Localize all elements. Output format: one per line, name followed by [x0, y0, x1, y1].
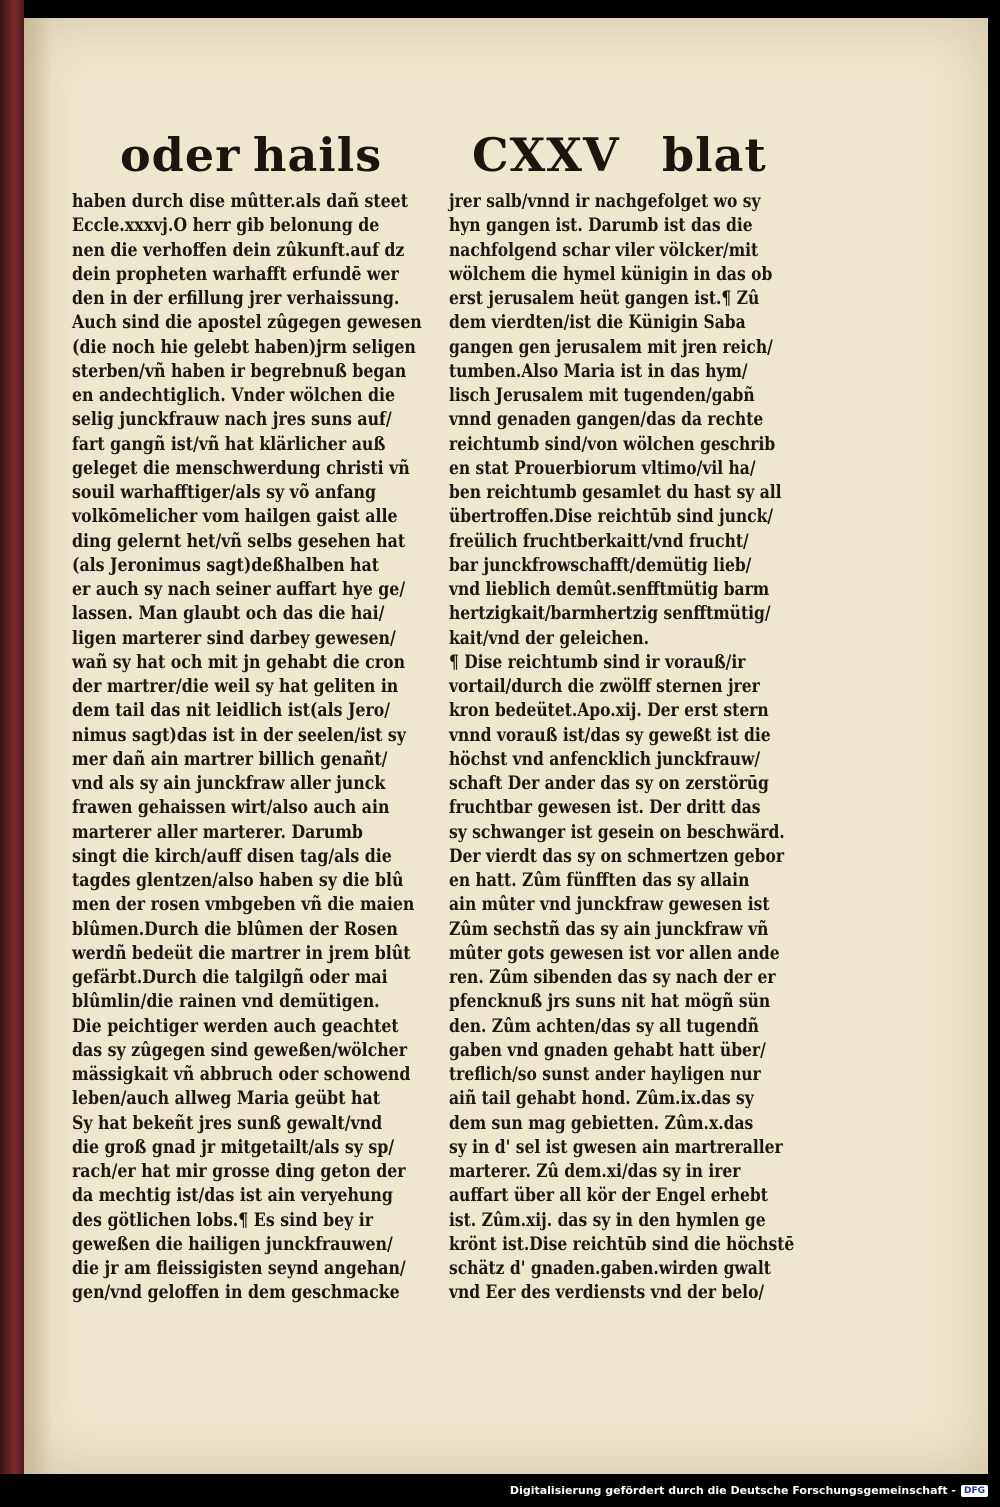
- text-line: hyn gangen ist. Darumb ist das die: [449, 215, 753, 237]
- text-line: sterben/vñ haben ir begrebnuß began: [72, 360, 407, 382]
- text-line: schätz d' gnaden.gaben.wirden gwalt: [449, 1258, 771, 1279]
- text-line: den in der erfillung jrer verhaissung.: [72, 288, 400, 309]
- text-line: auffart über all kör der Engel erhebt: [449, 1185, 768, 1207]
- text-line: übertroffen.Dise reichtūb sind junck/: [449, 506, 774, 528]
- text-line: vnd als sy ain junckfraw aller junck: [72, 773, 386, 794]
- text-line: vnnd genaden gangen/das da rechte: [449, 409, 764, 431]
- text-line: des götlichen lobs.¶ Es sind bey ir: [72, 1209, 374, 1231]
- text-line: geweßen die hailigen junckfrauwen/: [72, 1233, 393, 1255]
- text-line: Sy hat bekeñt jres sunß gewalt/vnd: [72, 1112, 383, 1134]
- running-head-left-word-1: oder: [120, 128, 241, 182]
- text-line: frawen gehaissen wirt/also auch ain: [72, 797, 390, 819]
- text-line: ben reichtumb gesamlet du hast sy all: [449, 482, 782, 503]
- text-line: (als Jeronimus sagt)deßhalben hat: [72, 554, 380, 576]
- text-line: höchst vnd anfencklich junckfrauw/: [449, 748, 761, 770]
- text-line: Zûm sechstñ das sy ain junckfraw vñ: [449, 918, 769, 940]
- text-line: haben durch dise mûtter.als dañ steet: [72, 191, 409, 212]
- text-line: gaben vnd gnaden gehabt hatt über/: [449, 1039, 766, 1061]
- folio-number: CXXV: [472, 128, 620, 182]
- text-line: den. Zûm achten/das sy all tugendñ: [449, 1015, 759, 1037]
- text-line: vnd Eer des verdiensts vnd der belo/: [449, 1282, 765, 1304]
- text-line: en andechtiglich. Vnder wölchen die: [72, 385, 396, 406]
- text-line: vortail/durch die zwölff sternen jrer: [449, 676, 760, 697]
- text-line: hertzigkait/barmhertzig senfftmütig/: [449, 603, 771, 625]
- text-line: vnd lieblich demût.senfftmütig barm: [449, 579, 770, 600]
- text-line: ain mûter vnd junckfraw gewesen ist: [449, 894, 770, 916]
- text-line: ist. Zûm.xij. das sy in den hymlen ge: [449, 1209, 766, 1231]
- text-line: rach/er hat mir grosse ding geton der: [72, 1161, 406, 1182]
- text-column-right: [449, 190, 858, 1306]
- text-line: aiñ tail gehabt hond. Zûm.ix.das sy: [449, 1088, 754, 1110]
- text-line: lisch Jerusalem mit tugenden/gabñ: [449, 385, 755, 406]
- text-line: erst jerusalem heüt gangen ist.¶ Zû: [449, 288, 760, 309]
- text-line: bar junckfrowschafft/demütig lieb/: [449, 554, 752, 576]
- credit-text: Digitalisierung gefördert durch die Deutsche Forschungsgemeinschaft -: [509, 1484, 956, 1497]
- text-line: dein propheten warhafft erfundē wer: [72, 263, 399, 285]
- text-line: die jr am fleissigisten seynd angehan/: [72, 1258, 406, 1279]
- text-line: die groß gnad jr mitgetailt/als sy sp/: [72, 1136, 395, 1158]
- text-line: singt die kirch/auff disen tag/als die: [72, 845, 392, 867]
- text-line: nimus sagt)das ist in der seelen/ist sy: [72, 724, 406, 746]
- text-line: gen/vnd geloffen in dem geschmacke: [72, 1282, 400, 1304]
- text-line: Auch sind die apostel zûgegen gewesen: [72, 312, 422, 334]
- text-line: nen die verhoffen dein zûkunft.auf dz: [72, 239, 405, 261]
- book-page: [24, 18, 988, 1474]
- text-line: da mechtig ist/das ist ain veryehung: [72, 1185, 393, 1207]
- text-line: jrer salb/vnnd ir nachgefolget wo sy: [449, 191, 761, 212]
- text-line: sy schwanger ist gesein on beschwärd.: [449, 821, 785, 843]
- text-line: kron bedeütet.Apo.xij. Der erst stern: [449, 700, 769, 722]
- text-line: dem sun mag gebietten. Zûm.x.das: [449, 1112, 754, 1134]
- digitization-credit: [510, 1484, 988, 1497]
- text-line: der martrer/die weil sy hat geliten in: [72, 676, 399, 697]
- text-line: wañ sy hat och mit jn gehabt die cron: [72, 651, 406, 673]
- text-line: en stat Prouerbiorum vltimo/vil ha/: [449, 457, 756, 479]
- text-line: sy in d' sel ist gwesen ain martreraller: [449, 1136, 783, 1158]
- text-line: marterer aller marterer. Darumb: [72, 821, 363, 843]
- text-line: mûter gots gewesen ist vor allen ande: [449, 942, 780, 964]
- text-line: dem vierdten/ist die Künigin Saba: [449, 312, 746, 334]
- text-line: kait/vnd der geleichen.: [449, 627, 650, 649]
- text-line: blûmen.Durch die blûmen der Rosen: [72, 918, 398, 940]
- text-line: schaft Der ander das sy on zerstörūg: [449, 773, 769, 794]
- text-line: marterer. Zû dem.xi/das sy in irer: [449, 1161, 741, 1182]
- text-line: er auch sy nach seiner auffart hye ge/: [72, 579, 406, 600]
- text-line: treflich/so sunst ander hayligen nur: [449, 1064, 761, 1085]
- text-line: tumben.Also Maria ist in das hym/: [449, 360, 748, 382]
- text-line: ¶ Dise reichtumb sind ir vorauß/ir: [449, 651, 746, 673]
- text-line: souil warhafftiger/als sy võ anfang: [72, 482, 377, 503]
- text-line: fruchtbar gewesen ist. Der dritt das: [449, 797, 761, 819]
- running-head-left-word-2: hails: [253, 128, 383, 182]
- text-line: lassen. Man glaubt och das die hai/: [72, 603, 385, 625]
- text-line: fart gangñ ist/vñ hat klärlicher auß: [72, 433, 386, 455]
- running-head-right-word: blat: [662, 128, 767, 182]
- text-line: freülich fruchtberkaitt/vnd frucht/: [449, 530, 749, 552]
- text-line: geleget die menschwerdung christi vñ: [72, 457, 410, 479]
- text-line: Eccle.xxxvj.O herr gib belonung de: [72, 215, 380, 237]
- text-line: ligen marterer sind darbey gewesen/: [72, 627, 396, 649]
- text-line: blûmlin/die rainen vnd demütigen.: [72, 991, 380, 1013]
- book-spine: [0, 0, 24, 1478]
- text-line: gangen gen jerusalem mit jren reich/: [449, 336, 773, 358]
- text-line: krönt ist.Dise reichtūb sind die höchstē: [449, 1233, 795, 1255]
- text-line: selig junckfrauw nach jres suns auf/: [72, 409, 392, 431]
- dfg-logo: DFG: [961, 1485, 988, 1497]
- text-line: tagdes glentzen/also haben sy die blû: [72, 870, 404, 891]
- text-line: dem tail das nit leidlich ist(als Jero/: [72, 700, 391, 722]
- text-line: gefärbt.Durch die talgilgñ oder mai: [72, 967, 388, 988]
- text-line: men der rosen vmbgeben vñ die maien: [72, 894, 415, 916]
- text-line: nachfolgend schar viler völcker/mit: [449, 239, 759, 261]
- text-line: volkōmelicher vom hailgen gaist alle: [72, 506, 398, 528]
- text-line: ding gelernt het/vñ selbs gesehen hat: [72, 530, 406, 552]
- text-line: ren. Zûm sibenden das sy nach der er: [449, 967, 776, 988]
- text-line: wölchem die hymel künigin in das ob: [449, 263, 773, 285]
- text-column-left: [72, 190, 480, 1306]
- text-line: das sy zûgegen sind geweßen/wölcher: [72, 1039, 408, 1061]
- text-line: en hatt. Zûm fünfften das sy allain: [449, 870, 750, 891]
- text-line: leben/auch allweg Maria geübt hat: [72, 1088, 380, 1110]
- text-line: (die noch hie gelebt haben)jrm seligen: [72, 336, 416, 358]
- text-line: mer dañ ain martrer billich genañt/: [72, 748, 388, 770]
- text-line: werdñ bedeüt die martrer in jrem blût: [72, 942, 411, 964]
- text-line: mässigkait vñ abbruch oder schowend: [72, 1064, 411, 1085]
- text-line: pfencknuß jrs suns nit hat mögñ sün: [449, 991, 771, 1013]
- text-line: vnnd vorauß ist/das sy geweßt ist die: [449, 724, 771, 746]
- text-line: Der vierdt das sy on schmertzen gebor: [449, 845, 784, 867]
- text-line: Die peichtiger werden auch geachtet: [72, 1015, 399, 1037]
- text-line: reichtumb sind/von wölchen geschrib: [449, 433, 776, 455]
